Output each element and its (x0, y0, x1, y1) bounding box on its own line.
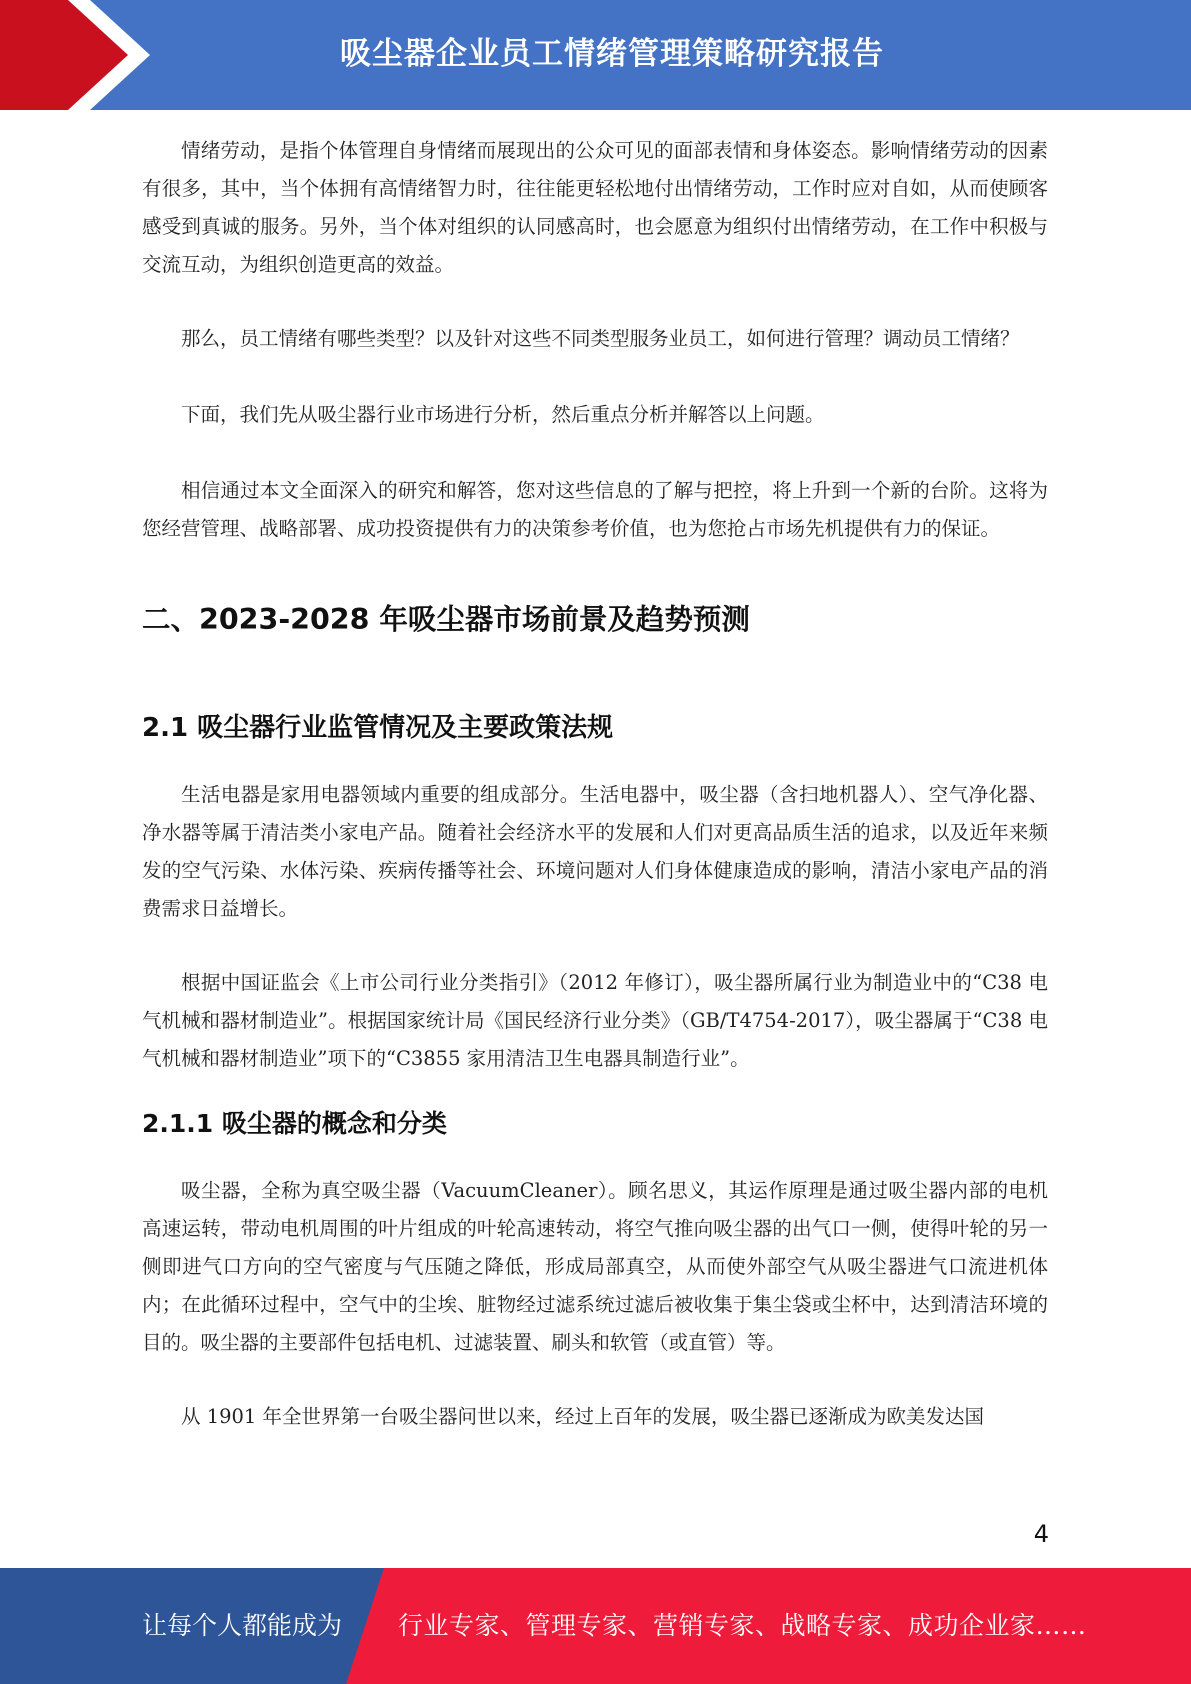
page-content (142, 132, 1048, 1436)
page-number: 4 (1033, 1520, 1049, 1548)
report-title: 吸尘器企业员工情绪管理策略研究报告 (340, 36, 884, 72)
section-2-1-1-heading: 2.1.1 吸尘器的概念和分类 (142, 1109, 447, 1138)
section-2-1-paragraph-1: 生活电器是家用电器领域内重要的组成部分。生活电器中，吸尘器（含扫地机器人）、空气净化器、净水器等属于清洁类小家电产品。随着社会经济水平的发展和人们对更高品质生活的追求，以及近年来频发的空气污染、水体污染、疾病传播等社会、环境问题对人们身体健康造成的影响，清洁小家电产品的消费需求日益增长。 (142, 783, 1048, 920)
footer-slogan-left: 让每个人都能成为 (142, 1611, 343, 1640)
page-header (0, 0, 1191, 110)
page-footer (0, 1568, 1191, 1684)
section-2-1-paragraph-2: 根据中国证监会《上市公司行业分类指引》（2012 年修订），吸尘器所属行业为制造业中的“C38 电气机械和器材制造业”。根据国家统计局《国民经济行业分类》（GB/T4754-2017），吸尘器属于“C38 电气机械和器材制造业”项下的“C3855 家用清洁卫生电器具制造行业”。 (142, 971, 1048, 1070)
intro-paragraph-3: 下面，我们先从吸尘器行业市场进行分析，然后重点分析并解答以上问题。 (181, 403, 825, 426)
section-2-heading: 二、2023-2028 年吸尘器市场前景及趋势预测 (142, 603, 750, 636)
intro-paragraph-2: 那么，员工情绪有哪些类型？以及针对这些不同类型服务业员工，如何进行管理？调动员工情绪？ (181, 327, 1020, 350)
footer-slogan-right: 行业专家、管理专家、营销专家、战略专家、成功企业家…… (398, 1611, 1087, 1640)
section-2-1-heading: 2.1 吸尘器行业监管情况及主要政策法规 (142, 713, 614, 743)
intro-paragraph-1: 情绪劳动，是指个体管理自身情绪而展现出的公众可见的面部表情和身体姿态。影响情绪劳动的因素有很多，其中，当个体拥有高情绪智力时，往往能更轻松地付出情绪劳动，工作时应对自如，从而使顾客感受到真诚的服务。另外，当个体对组织的认同感高时，也会愿意为组织付出情绪劳动，在工作中积极与交流互动，为组织创造更高的效益。 (142, 139, 1048, 276)
section-2-1-1-paragraph-2: 从 1901 年全世界第一台吸尘器问世以来，经过上百年的发展，吸尘器已逐渐成为欧美发达国 (181, 1405, 985, 1428)
section-2-1-1-paragraph-1: 吸尘器，全称为真空吸尘器（VacuumCleaner）。顾名思义，其运作原理是通过吸尘器内部的电机高速运转，带动电机周围的叶片组成的叶轮高速转动，将空气推向吸尘器的出气口一侧，使得叶轮的另一侧即进气口方向的空气密度与气压随之降低，形成局部真空，从而使外部空气从吸尘器进气口流进机体内；在此循环过程中，空气中的尘埃、脏物经过滤系统过滤后被收集于集尘袋或尘杯中，达到清洁环境的目的。吸尘器的主要部件包括电机、过滤装置、刷头和软管（或直管）等。 (142, 1179, 1048, 1354)
intro-paragraph-4: 相信通过本文全面深入的研究和解答，您对这些信息的了解与把控，将上升到一个新的台阶。这将为您经营管理、战略部署、成功投资提供有力的决策参考价值，也为您抢占市场先机提供有力的保证。 (142, 479, 1048, 540)
header-red-chevron (0, 0, 160, 110)
